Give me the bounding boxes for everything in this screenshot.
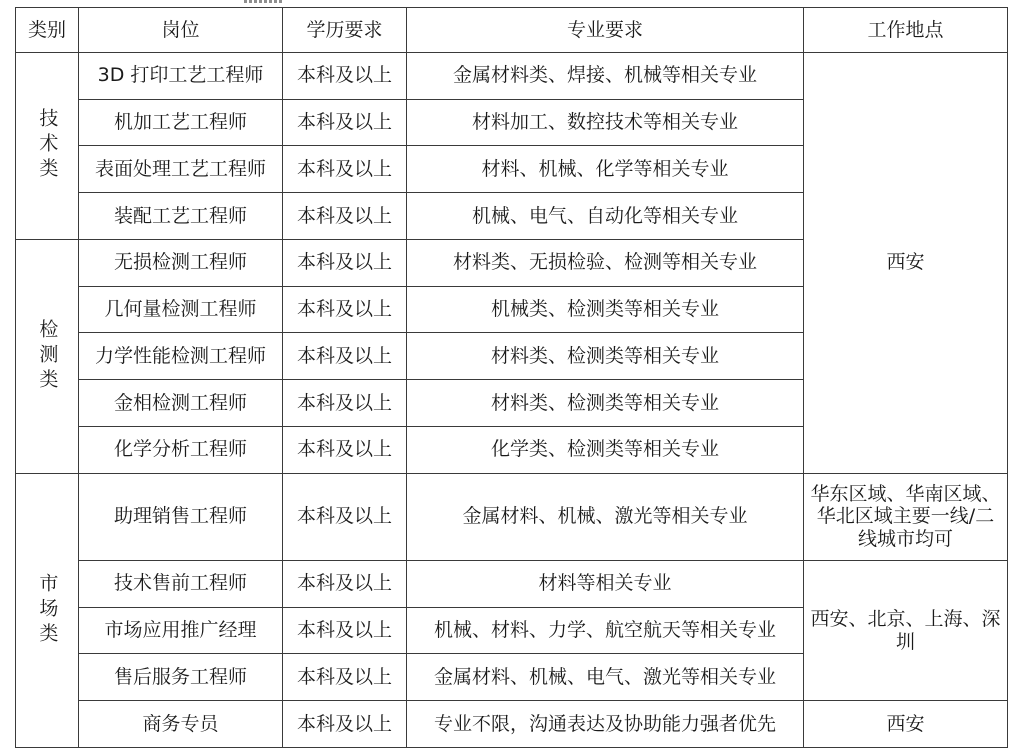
position-cell: 3D 打印工艺工程师 xyxy=(79,53,283,100)
major-cell: 材料类、检测类等相关专业 xyxy=(407,333,804,380)
major-cell: 材料类、检测类等相关专业 xyxy=(407,380,804,427)
major-cell: 机械类、检测类等相关专业 xyxy=(407,286,804,333)
position-cell: 售后服务工程师 xyxy=(79,654,283,701)
education-cell: 本科及以上 xyxy=(283,333,407,380)
position-cell: 表面处理工艺工程师 xyxy=(79,146,283,193)
education-cell: 本科及以上 xyxy=(283,53,407,100)
position-cell: 力学性能检测工程师 xyxy=(79,333,283,380)
major-cell: 机械、电气、自动化等相关专业 xyxy=(407,193,804,240)
education-cell: 本科及以上 xyxy=(283,193,407,240)
education-cell: 本科及以上 xyxy=(283,426,407,473)
location-sales-regions: 华东区域、华南区域、华北区域主要一线/二线城市均可 xyxy=(804,473,1008,560)
job-requirements-table xyxy=(15,7,1008,748)
position-cell: 商务专员 xyxy=(79,701,283,748)
position-cell: 无损检测工程师 xyxy=(79,239,283,286)
education-cell: 本科及以上 xyxy=(283,99,407,146)
education-cell: 本科及以上 xyxy=(283,654,407,701)
header-position: 岗位 xyxy=(79,8,283,53)
position-cell: 金相检测工程师 xyxy=(79,380,283,427)
header-major: 专业要求 xyxy=(407,8,804,53)
table-header-row xyxy=(16,8,1008,53)
major-cell: 专业不限，沟通表达及协助能力强者优先 xyxy=(407,701,804,748)
cropped-caption-fragment xyxy=(244,0,284,3)
education-cell: 本科及以上 xyxy=(283,239,407,286)
major-cell: 材料、机械、化学等相关专业 xyxy=(407,146,804,193)
position-cell: 助理销售工程师 xyxy=(79,473,283,560)
position-cell: 市场应用推广经理 xyxy=(79,607,283,654)
education-cell: 本科及以上 xyxy=(283,607,407,654)
major-cell: 材料类、无损检验、检测等相关专业 xyxy=(407,239,804,286)
major-cell: 机械、材料、力学、航空航天等相关专业 xyxy=(407,607,804,654)
table-row xyxy=(16,701,1008,748)
major-cell: 材料加工、数控技术等相关专业 xyxy=(407,99,804,146)
category-inspection: 检测类 xyxy=(16,239,79,473)
major-cell: 金属材料类、焊接、机械等相关专业 xyxy=(407,53,804,100)
major-cell: 金属材料、机械、激光等相关专业 xyxy=(407,473,804,560)
major-cell: 金属材料、机械、电气、激光等相关专业 xyxy=(407,654,804,701)
category-tech: 技术类 xyxy=(16,53,79,240)
cropped-caption-strip xyxy=(0,0,1014,6)
major-cell: 化学类、检测类等相关专业 xyxy=(407,426,804,473)
position-cell: 装配工艺工程师 xyxy=(79,193,283,240)
location-multi-city: 西安、北京、上海、深圳 xyxy=(804,560,1008,700)
position-cell: 机加工艺工程师 xyxy=(79,99,283,146)
table-row xyxy=(16,53,1008,100)
location-xian-single: 西安 xyxy=(804,701,1008,748)
header-location: 工作地点 xyxy=(804,8,1008,53)
major-cell: 材料等相关专业 xyxy=(407,560,804,607)
education-cell: 本科及以上 xyxy=(283,146,407,193)
header-education: 学历要求 xyxy=(283,8,407,53)
position-cell: 化学分析工程师 xyxy=(79,426,283,473)
position-cell: 几何量检测工程师 xyxy=(79,286,283,333)
education-cell: 本科及以上 xyxy=(283,473,407,560)
education-cell: 本科及以上 xyxy=(283,701,407,748)
location-xian-group: 西安 xyxy=(804,53,1008,474)
education-cell: 本科及以上 xyxy=(283,560,407,607)
education-cell: 本科及以上 xyxy=(283,380,407,427)
table-row xyxy=(16,560,1008,607)
table-row xyxy=(16,473,1008,560)
category-market: 市场类 xyxy=(16,473,79,747)
position-cell: 技术售前工程师 xyxy=(79,560,283,607)
education-cell: 本科及以上 xyxy=(283,286,407,333)
header-category: 类别 xyxy=(16,8,79,53)
